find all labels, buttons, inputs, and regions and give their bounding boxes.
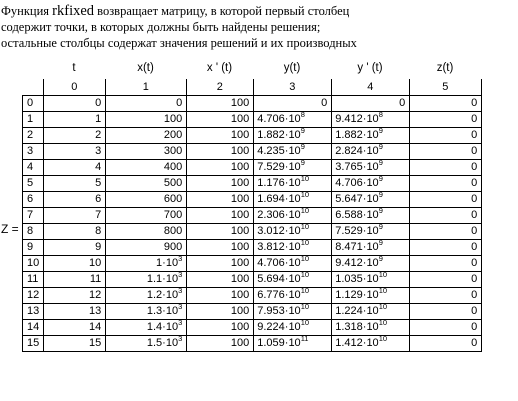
matrix-cell: 1 xyxy=(44,111,106,127)
matrix-row-index: 14 xyxy=(23,319,44,335)
matrix-cell: 100 xyxy=(106,111,187,127)
matrix-row-index: 3 xyxy=(23,143,44,159)
matrix-cell: $1.035\cdot 10^{10}$ xyxy=(332,271,410,287)
matrix-cell: 0 xyxy=(410,319,482,335)
matrix-cell: 100 xyxy=(187,271,254,287)
exponent: 10 xyxy=(300,206,310,215)
exponent: 10 xyxy=(378,318,388,327)
exponent: 8 xyxy=(378,110,383,119)
exponent: 9 xyxy=(300,126,305,135)
matrix-row-index: 7 xyxy=(23,207,44,223)
matrix-cell: 2 xyxy=(44,127,106,143)
matrix-cell: $4.706\cdot 10^{10}$ xyxy=(254,255,332,271)
exponent: 9 xyxy=(378,206,383,215)
matrix-cell: $1.3\cdot 10^3$ xyxy=(106,303,187,319)
description-text xyxy=(1,3,513,51)
exponent: 3 xyxy=(178,254,183,263)
result-matrix xyxy=(22,79,482,352)
matrix-cell: $7.529\cdot 10^9$ xyxy=(254,159,332,175)
matrix-row xyxy=(23,287,482,303)
matrix-row xyxy=(23,159,482,175)
matrix-cell: 0 xyxy=(410,207,482,223)
matrix-cell: 8 xyxy=(44,223,106,239)
matrix-row-index: 10 xyxy=(23,255,44,271)
matrix-cell: 0 xyxy=(106,95,187,111)
exponent: 9 xyxy=(378,174,383,183)
matrix-cell: 15 xyxy=(44,335,106,351)
matrix-cell: 10 xyxy=(44,255,106,271)
matrix-cell: 100 xyxy=(187,95,254,111)
matrix-cell: $1.882\cdot 10^9$ xyxy=(332,127,410,143)
matrix-row xyxy=(23,191,482,207)
matrix-cell: 0 xyxy=(410,223,482,239)
matrix-cell: 100 xyxy=(187,319,254,335)
exponent: 10 xyxy=(378,302,388,311)
matrix-cell: 7 xyxy=(44,207,106,223)
column-name-2: x ' (t) xyxy=(206,62,233,74)
matrix-cell: 3 xyxy=(44,143,106,159)
matrix-row xyxy=(23,303,482,319)
matrix-cell: 800 xyxy=(106,223,187,239)
matrix-header-row xyxy=(23,79,482,95)
matrix-cell: 13 xyxy=(44,303,106,319)
matrix-row xyxy=(23,207,482,223)
matrix-cell: 0 xyxy=(44,95,106,111)
matrix-cell: 6 xyxy=(44,191,106,207)
matrix-cell: $8.471\cdot 10^9$ xyxy=(332,239,410,255)
exponent: 9 xyxy=(300,158,305,167)
matrix-cell: $1.1\cdot 10^3$ xyxy=(106,271,187,287)
matrix-cell: $9.224\cdot 10^{10}$ xyxy=(254,319,332,335)
matrix-corner-cell xyxy=(23,79,44,95)
exponent: 10 xyxy=(378,270,388,279)
matrix-row-index: 12 xyxy=(23,287,44,303)
matrix-cell: 100 xyxy=(187,287,254,303)
exponent: 10 xyxy=(378,286,388,295)
exponent: 10 xyxy=(300,222,310,231)
matrix-cell: 100 xyxy=(187,127,254,143)
matrix-cell: $1.059\cdot 10^{11}$ xyxy=(254,335,332,351)
matrix-row xyxy=(23,127,482,143)
matrix-row xyxy=(23,111,482,127)
matrix-cell: 0 xyxy=(410,95,482,111)
exponent: 8 xyxy=(300,110,305,119)
matrix-row-index: 13 xyxy=(23,303,44,319)
column-name-3: y(t) xyxy=(283,62,301,74)
exponent: 3 xyxy=(178,302,183,311)
matrix-cell: 100 xyxy=(187,303,254,319)
matrix-cell: 0 xyxy=(410,175,482,191)
matrix-row-index: 4 xyxy=(23,159,44,175)
matrix-cell: 100 xyxy=(187,207,254,223)
function-name: rkfixed xyxy=(52,3,95,19)
matrix-cell: 100 xyxy=(187,255,254,271)
matrix-column-index: 3 xyxy=(254,79,332,95)
matrix-cell: $3.812\cdot 10^{10}$ xyxy=(254,239,332,255)
matrix-cell: 0 xyxy=(410,143,482,159)
matrix-cell: 0 xyxy=(254,95,332,111)
exponent: 10 xyxy=(300,254,310,263)
matrix-cell: 400 xyxy=(106,159,187,175)
exponent: 9 xyxy=(378,254,383,263)
exponent: 10 xyxy=(300,302,310,311)
matrix-cell: 0 xyxy=(410,287,482,303)
exponent: 10 xyxy=(300,190,310,199)
matrix-cell: 0 xyxy=(332,95,410,111)
description-line-2: содержит точки, в которых должны быть найдены решения; xyxy=(1,20,321,34)
matrix-cell: 300 xyxy=(106,143,187,159)
matrix-cell: 0 xyxy=(410,111,482,127)
description-prefix: Функция xyxy=(1,4,53,18)
matrix-row-index: 0 xyxy=(23,95,44,111)
matrix-cell: $1.882\cdot 10^9$ xyxy=(254,127,332,143)
matrix-cell: 100 xyxy=(187,223,254,239)
matrix-cell: 0 xyxy=(410,127,482,143)
matrix-cell: 200 xyxy=(106,127,187,143)
matrix-cell: $1.4\cdot 10^3$ xyxy=(106,319,187,335)
matrix-cell: 900 xyxy=(106,239,187,255)
exponent: 10 xyxy=(300,174,310,183)
matrix-row xyxy=(23,271,482,287)
matrix-row xyxy=(23,95,482,111)
description-suffix: возвращает матрицу, в которой первый столбец xyxy=(94,4,350,18)
matrix-column-index: 0 xyxy=(44,79,106,95)
matrix-row-index: 5 xyxy=(23,175,44,191)
matrix-cell: 12 xyxy=(44,287,106,303)
matrix-row xyxy=(23,239,482,255)
column-name-0: t xyxy=(72,62,76,74)
matrix-cell: 100 xyxy=(187,175,254,191)
exponent: 9 xyxy=(378,142,383,151)
matrix-cell: 100 xyxy=(187,239,254,255)
matrix-cell: 0 xyxy=(410,239,482,255)
column-name-header xyxy=(22,62,454,78)
exponent: 3 xyxy=(178,334,183,343)
matrix-cell: 0 xyxy=(410,191,482,207)
matrix-column-index: 5 xyxy=(410,79,482,95)
exponent: 10 xyxy=(300,286,310,295)
matrix-column-index: 2 xyxy=(187,79,254,95)
matrix-cell: 14 xyxy=(44,319,106,335)
matrix-row-index: 6 xyxy=(23,191,44,207)
matrix-cell: 100 xyxy=(187,143,254,159)
matrix-row xyxy=(23,223,482,239)
matrix-row-index: 15 xyxy=(23,335,44,351)
exponent: 10 xyxy=(300,270,310,279)
exponent: 9 xyxy=(378,222,383,231)
matrix-cell: 100 xyxy=(187,191,254,207)
matrix-cell: $1.318\cdot 10^{10}$ xyxy=(332,319,410,335)
matrix-cell: 100 xyxy=(187,335,254,351)
matrix-row xyxy=(23,335,482,351)
matrix-cell: $4.706\cdot 10^9$ xyxy=(332,175,410,191)
matrix-row-index: 9 xyxy=(23,239,44,255)
matrix-row-index: 11 xyxy=(23,271,44,287)
matrix-cell: 5 xyxy=(44,175,106,191)
matrix-cell: $1.2\cdot 10^3$ xyxy=(106,287,187,303)
matrix-cell: $6.588\cdot 10^9$ xyxy=(332,207,410,223)
exponent: 9 xyxy=(300,142,305,151)
matrix-cell: 100 xyxy=(187,111,254,127)
matrix-cell: 9 xyxy=(44,239,106,255)
matrix-cell: $4.706\cdot 10^8$ xyxy=(254,111,332,127)
matrix-cell: $3.012\cdot 10^{10}$ xyxy=(254,223,332,239)
matrix-cell: 11 xyxy=(44,271,106,287)
matrix-cell: $9.412\cdot 10^9$ xyxy=(332,255,410,271)
matrix-row-index: 1 xyxy=(23,111,44,127)
matrix-cell: $2.824\cdot 10^9$ xyxy=(332,143,410,159)
matrix-row-index: 2 xyxy=(23,127,44,143)
exponent: 9 xyxy=(378,190,383,199)
matrix-cell: 500 xyxy=(106,175,187,191)
column-name-1: x(t) xyxy=(137,62,154,74)
matrix-cell: $3.765\cdot 10^9$ xyxy=(332,159,410,175)
matrix-cell: 0 xyxy=(410,159,482,175)
matrix-cell: $1.224\cdot 10^{10}$ xyxy=(332,303,410,319)
matrix-cell: $9.412\cdot 10^8$ xyxy=(332,111,410,127)
exponent: 9 xyxy=(378,126,383,135)
matrix-cell: 600 xyxy=(106,191,187,207)
matrix-cell: $1.129\cdot 10^{10}$ xyxy=(332,287,410,303)
matrix-row xyxy=(23,319,482,335)
exponent: 9 xyxy=(378,158,383,167)
matrix-cell: 0 xyxy=(410,255,482,271)
matrix-row xyxy=(23,175,482,191)
column-name-5: z(t) xyxy=(436,62,454,74)
matrix-cell: $1\cdot 10^3$ xyxy=(106,255,187,271)
matrix-cell: 0 xyxy=(410,303,482,319)
matrix-cell: $5.647\cdot 10^9$ xyxy=(332,191,410,207)
matrix-row-index: 8 xyxy=(23,223,44,239)
description-line-1 xyxy=(1,3,513,19)
exponent: 11 xyxy=(300,334,309,343)
matrix-column-index: 1 xyxy=(106,79,187,95)
matrix-cell: 0 xyxy=(410,271,482,287)
exponent: 3 xyxy=(178,286,183,295)
matrix-cell: $7.529\cdot 10^9$ xyxy=(332,223,410,239)
matrix-cell: $1.5\cdot 10^3$ xyxy=(106,335,187,351)
matrix-column-index: 4 xyxy=(332,79,410,95)
matrix-cell: $6.776\cdot 10^{10}$ xyxy=(254,287,332,303)
matrix-cell: $1.412\cdot 10^{10}$ xyxy=(332,335,410,351)
matrix-cell: $7.953\cdot 10^{10}$ xyxy=(254,303,332,319)
matrix-cell: $5.694\cdot 10^{10}$ xyxy=(254,271,332,287)
exponent: 9 xyxy=(378,238,383,247)
column-name-4: y ' (t) xyxy=(357,62,383,74)
exponent: 10 xyxy=(300,238,310,247)
matrix-label: Z = xyxy=(1,222,19,236)
matrix-cell: $1.694\cdot 10^{10}$ xyxy=(254,191,332,207)
matrix-row xyxy=(23,255,482,271)
matrix-cell: $2.306\cdot 10^{10}$ xyxy=(254,207,332,223)
exponent: 10 xyxy=(378,334,388,343)
matrix-cell: 4 xyxy=(44,159,106,175)
matrix-cell: 700 xyxy=(106,207,187,223)
matrix-cell: 0 xyxy=(410,335,482,351)
matrix-row xyxy=(23,143,482,159)
exponent: 10 xyxy=(300,318,310,327)
exponent: 3 xyxy=(178,270,183,279)
description-line-3: остальные столбцы содержат значения решений и их производных xyxy=(1,36,357,50)
exponent: 3 xyxy=(178,318,183,327)
matrix-cell: $4.235\cdot 10^9$ xyxy=(254,143,332,159)
matrix-cell: $1.176\cdot 10^{10}$ xyxy=(254,175,332,191)
matrix-cell: 100 xyxy=(187,159,254,175)
